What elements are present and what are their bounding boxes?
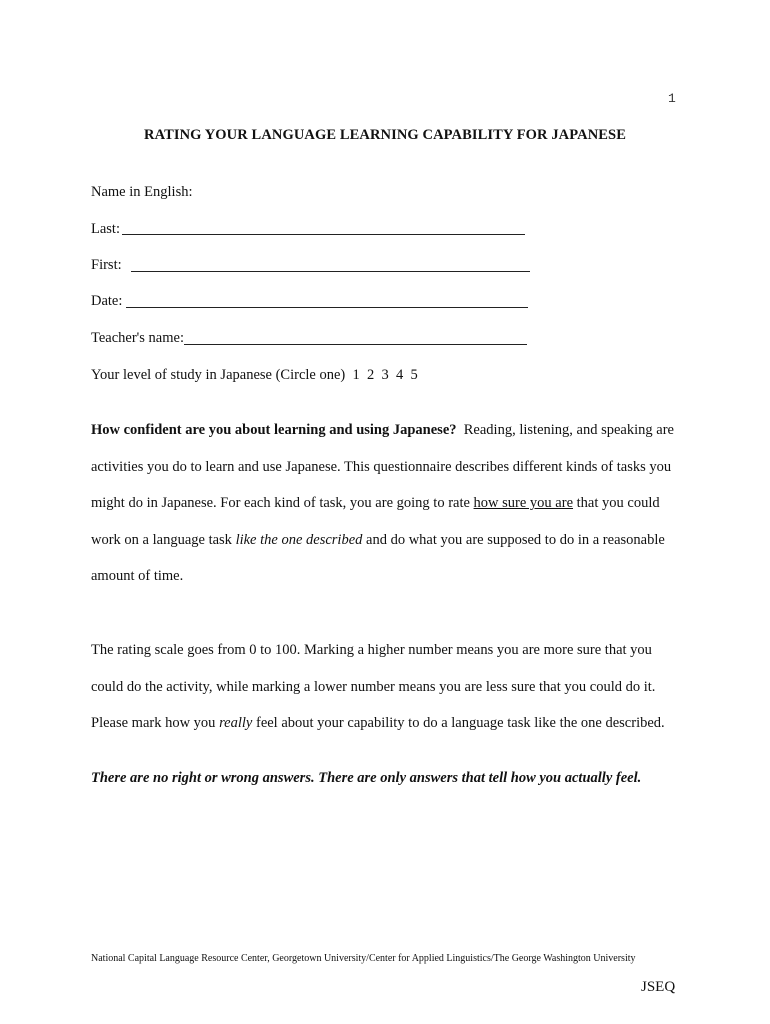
scale-line-3b: feel about your capability to do a language task like the one described. bbox=[252, 715, 665, 732]
intro-bold-lead: How confident are you about learning and using Japanese? bbox=[91, 422, 457, 438]
intro-paragraph bbox=[91, 412, 691, 595]
teacher-name-field[interactable] bbox=[184, 344, 527, 345]
page-number: 1 bbox=[668, 91, 676, 106]
scale-paragraph bbox=[91, 632, 691, 742]
scale-line-3a: Please mark how you bbox=[91, 715, 220, 732]
last-name-field[interactable] bbox=[122, 234, 525, 235]
scale-italic-word: really bbox=[219, 715, 253, 732]
level-label: Your level of study in Japanese (Circle one) bbox=[91, 367, 346, 383]
intro-line-2: activities you do to learn and use Japanese. This questionnaire describes different kinds of tasks you bbox=[91, 458, 672, 475]
date-label: Date: bbox=[91, 293, 123, 309]
level-option-5[interactable]: 5 bbox=[410, 367, 418, 383]
date-field[interactable] bbox=[126, 307, 528, 308]
level-row bbox=[91, 367, 418, 384]
level-option-3[interactable]: 3 bbox=[381, 367, 389, 383]
scale-line-2: could do the activity, while marking a lower number means you are less sure that you could do it. bbox=[91, 678, 656, 695]
intro-italic-phrase: like the one described bbox=[235, 531, 363, 548]
intro-line-3b: that you could bbox=[573, 495, 660, 512]
level-option-2[interactable]: 2 bbox=[366, 367, 375, 383]
name-heading: Name in English: bbox=[91, 184, 193, 200]
teacher-label: Teacher's name: bbox=[91, 330, 184, 346]
level-option-4[interactable]: 4 bbox=[395, 367, 404, 383]
last-label: Last: bbox=[91, 221, 120, 237]
intro-underlined-phrase: how sure you are bbox=[473, 495, 574, 512]
first-name-field[interactable] bbox=[131, 271, 530, 272]
footer-credit: National Capital Language Resource Center, Georgetown University/Center for Applied Linguistics/The George Washington University bbox=[91, 953, 636, 964]
level-option-1[interactable]: 1 bbox=[352, 367, 360, 383]
scale-line-1: The rating scale goes from 0 to 100. Marking a higher number means you are more sure that you bbox=[91, 642, 652, 658]
intro-line-3a: might do in Japanese. For each kind of task, you are going to rate bbox=[91, 495, 474, 512]
no-right-wrong-note: There are no right or wrong answers. There are only answers that tell how you actually feel. bbox=[91, 770, 642, 786]
page-title: RATING YOUR LANGUAGE LEARNING CAPABILITY FOR JAPANESE bbox=[144, 127, 626, 143]
intro-line-4a: work on a language task bbox=[91, 531, 236, 548]
document-code: JSEQ bbox=[641, 979, 676, 995]
intro-line-1: Reading, listening, and speaking are bbox=[463, 422, 674, 438]
intro-line-4b: and do what you are supposed to do in a reasonable bbox=[362, 531, 665, 548]
first-label: First: bbox=[91, 257, 122, 273]
intro-line-5: amount of time. bbox=[91, 568, 184, 585]
